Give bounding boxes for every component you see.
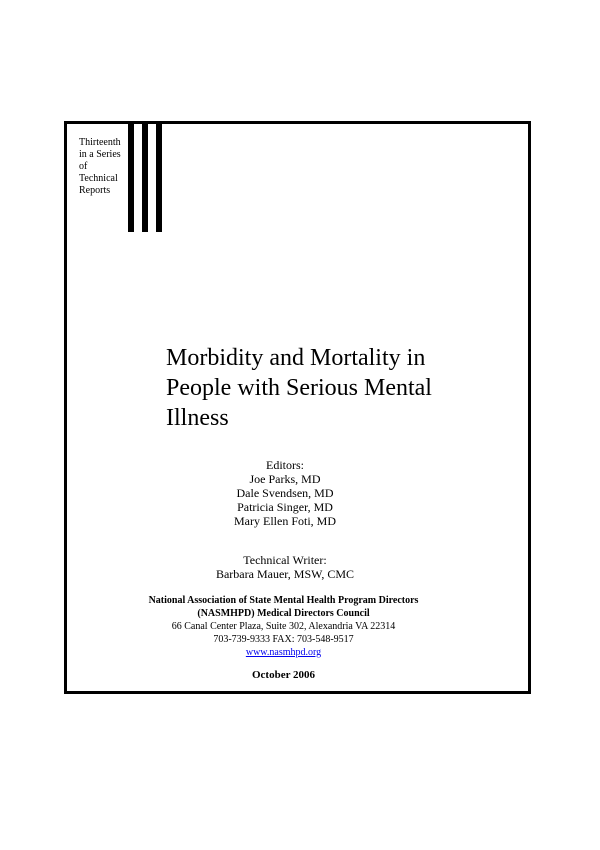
organization-block bbox=[100, 594, 467, 659]
decorative-bar bbox=[128, 121, 134, 232]
organization-website-link[interactable]: www.nasmhpd.org bbox=[245, 647, 322, 658]
series-note-line: of bbox=[79, 161, 88, 172]
organization-address: 66 Canal Center Plaza, Suite 302, Alexandria VA 22314 bbox=[171, 621, 396, 632]
decorative-bar bbox=[142, 121, 148, 232]
organization-phone-fax: 703-739-9333 FAX: 703-548-9517 bbox=[213, 634, 354, 645]
organization-name: National Association of State Mental Health Program Directors bbox=[148, 595, 419, 606]
editor-name: Joe Parks, MD bbox=[249, 472, 321, 486]
title-line: Morbidity and Mortality in bbox=[166, 345, 426, 371]
title-line: Illness bbox=[166, 405, 229, 431]
editors-block bbox=[180, 458, 390, 528]
technical-writer-name: Barbara Mauer, MSW, CMC bbox=[215, 567, 355, 581]
series-note-line: Technical bbox=[79, 173, 118, 184]
report-title bbox=[166, 343, 506, 433]
title-line: People with Serious Mental bbox=[166, 375, 432, 401]
editor-name: Mary Ellen Foti, MD bbox=[234, 514, 336, 528]
technical-writer-block bbox=[180, 553, 390, 581]
series-note-line: Thirteenth bbox=[79, 137, 121, 148]
editor-name: Dale Svendsen, MD bbox=[236, 486, 334, 500]
series-note-line: in a Series bbox=[79, 149, 121, 160]
editor-name: Patricia Singer, MD bbox=[237, 500, 333, 514]
series-note bbox=[79, 137, 131, 197]
organization-council: (NASMHPD) Medical Directors Council bbox=[197, 608, 370, 619]
publication-date: October 2006 bbox=[251, 669, 316, 681]
technical-writer-heading: Technical Writer: bbox=[243, 553, 327, 567]
editors-heading: Editors: bbox=[266, 458, 304, 472]
series-note-line: Reports bbox=[79, 185, 111, 196]
decorative-bar bbox=[156, 121, 162, 232]
